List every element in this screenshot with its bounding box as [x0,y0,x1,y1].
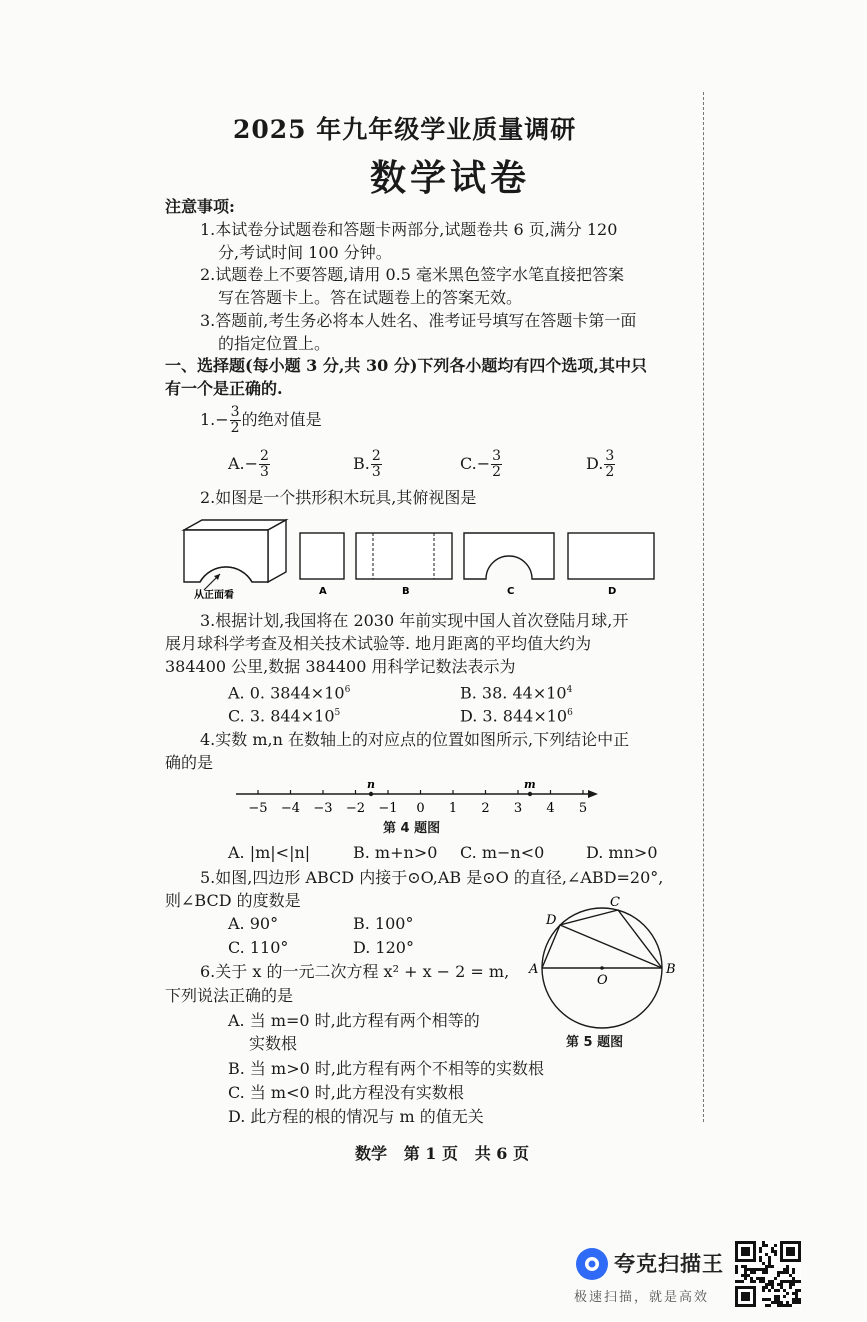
note-3-line-1: 3.答题前,考生务必将本人姓名、准考证号填写在答题卡第一面 [200,311,637,330]
tick-label: 1 [448,801,458,816]
segment-db [560,925,662,968]
exam-subtitle: 数学试卷 [370,157,531,199]
section1-heading-line-2: 有一个是正确的. [165,379,283,398]
qr-code-icon [735,1241,801,1307]
option-d-rect [568,533,654,579]
note-2-line-1: 2.试题卷上不要答题,请用 0.5 毫米黑色签字水笔直接把答案 [200,265,624,284]
tick-label: 0 [416,801,425,816]
q5-option-c: C. 110° [228,938,289,957]
fig-label-b: B [402,586,410,597]
q6-option-d: D. 此方程的根的情况与 m 的值无关 [228,1107,484,1126]
quad-sides [542,910,662,968]
q1-option-d: D. $\frac{3}{2}$ [586,448,615,480]
q3-option-d: D. 3. $844\times 10^6$ [460,706,573,726]
note-2-line-2: 写在答题卡上。答在试题卷上的答案无效。 [218,288,523,307]
option-c-arch [464,533,554,579]
notes-heading: 注意事项: [165,197,235,216]
question-1-stem: 1.− $\frac{3}{2}$ 的绝对值是 [200,404,322,436]
q3-option-b: B. 38. $44\times 10^4$ [460,683,573,703]
q6-line-1: 6.关于 x 的一元二次方程 x² + x − 2 = m, [200,962,510,981]
label-o: O [597,973,608,988]
note-3-line-2: 的指定位置上。 [218,334,331,353]
q4-option-a: A. |m|<|n| [228,843,311,862]
arch-block-3d [184,520,286,582]
point-m [528,792,532,796]
q6-option-a-line-2: 实数根 [249,1034,298,1053]
label-c: C [610,895,620,910]
tick-label: −2 [345,801,366,816]
q5-line-1: 5.如图,四边形 ABCD 内接于⊙O,AB 是⊙O 的直径,∠ABD=20°, [200,868,664,887]
tick-label: −5 [248,801,268,816]
q4-figure-caption: 第 4 题图 [383,821,441,836]
option-a-square [300,533,344,579]
page-footer: 数学 第 1 页 共 6 页 [355,1144,529,1163]
fraction: $\frac{3}{2}$ [230,404,240,436]
q6-option-b: B. 当 m>0 时,此方程有两个不相等的实数根 [228,1059,544,1078]
tick-label: −4 [280,801,301,816]
q3-option-a: A. 0. $3844\times 10^6$ [228,683,351,703]
q5-line-2: 则∠BCD 的度数是 [165,891,301,910]
q4-option-b: B. m+n>0 [353,843,438,862]
question-2-stem: 2.如图是一个拱形积木玩具,其俯视图是 [200,488,477,507]
q4-line-2: 确的是 [165,753,214,772]
circle-figure [524,894,686,1030]
q4-line-1: 4.实数 m,n 在数轴上的对应点的位置如图所示,下列结论中正 [200,730,630,749]
section1-heading-line-1: 一、选择题(每小题 3 分,共 30 分)下列各小题均有四个选项,其中只 [165,356,647,375]
fig-label-d: D [608,586,617,597]
quark-logo-icon [574,1246,610,1282]
fig-label-a: A [319,586,327,597]
point-n [369,792,373,796]
scanner-slogan: 极速扫描，就是高效 [574,1290,710,1305]
tick-label: 2 [481,801,490,816]
fig-label-c: C [507,586,515,597]
q1-option-b: B. $\frac{2}{3}$ [353,448,381,480]
q6-option-c: C. 当 m<0 时,此方程没有实数根 [228,1083,464,1102]
label-b: B [666,962,676,977]
tick-label: 5 [578,801,588,816]
q3-line-3: 384400 公里,数据 384400 用科学记数法表示为 [165,657,516,676]
tick-label: 4 [546,801,555,816]
label-a: A [529,962,539,977]
note-1-line-2: 分,考试时间 100 分钟。 [218,243,392,262]
tick-label: 3 [513,801,523,816]
q3-line-2: 展月球科学考查及相关技术试验等. 地月距离的平均值大约为 [165,634,592,653]
q1-option-a: A.− $\frac{2}{3}$ [228,448,269,480]
q6-line-2: 下列说法正确的是 [165,986,294,1005]
exam-title: 2025 年九年级学业质量调研 [233,115,577,144]
point-n-label: n [367,778,375,791]
scanner-brand: 夸克扫描王 [614,1252,724,1276]
point-m-label: m [524,778,536,791]
tick-label: −3 [313,801,333,816]
tick-label: −1 [378,801,398,816]
label-d: D [546,913,557,928]
q5-option-d: D. 120° [353,938,414,957]
number-line-arrow [588,790,598,798]
number-line-figure [236,772,602,816]
q3-line-1: 3.根据计划,我国将在 2030 年前实现中国人首次登陆月球,开 [200,611,629,630]
center-point [600,966,604,970]
binding-dashed-line [703,92,704,1122]
q3-option-c: C. 3. $844\times 10^5$ [228,706,341,726]
q5-option-b: B. 100° [353,914,414,933]
q5-figure-caption: 第 5 题图 [566,1035,624,1050]
option-b-rect [356,533,452,579]
q4-option-c: C. m−n<0 [460,843,545,862]
q6-option-a-line-1: A. 当 m=0 时,此方程有两个相等的 [228,1011,480,1030]
note-1-line-1: 1.本试卷分试题卷和答题卡两部分,试题卷共 6 页,满分 120 [200,220,618,239]
front-view-label: 从正面看 [194,590,234,601]
q4-option-d: D. mn>0 [586,843,658,862]
q5-option-a: A. 90° [228,914,279,933]
q1-option-c: C.− $\frac{3}{2}$ [460,448,502,480]
q2-figures [176,516,696,602]
